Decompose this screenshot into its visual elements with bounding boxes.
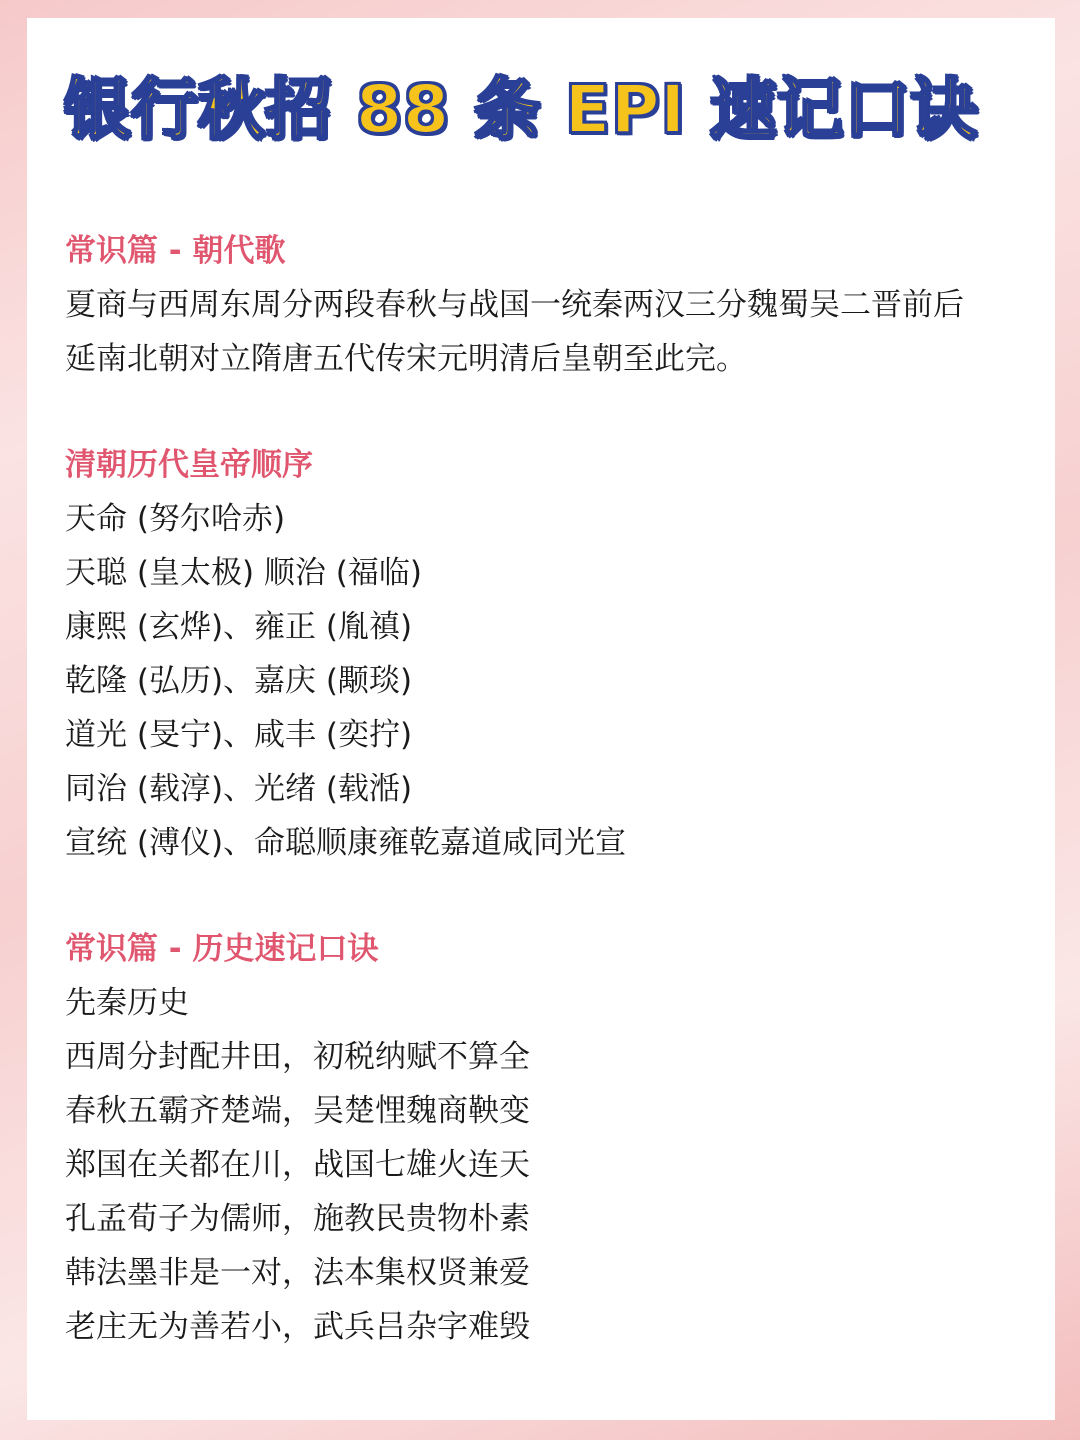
section-heading: 清朝历代皇帝顺序: [65, 447, 313, 483]
text-line: 天聪 (皇太极) 顺治 (福临): [65, 555, 422, 591]
text-line: 康熙 (玄烨)、雍正 (胤禛): [65, 609, 413, 645]
text-line: 夏商与西周东周分两段春秋与战国一统秦两汉三分魏蜀吴二晋前后: [65, 287, 964, 323]
section-heading: 常识篇 - 历史速记口诀: [65, 931, 379, 967]
page-title: 银行秋招 88 条 EPI 速记口诀: [64, 71, 978, 148]
text-line: 郑国在关都在川，战国七雄火连天: [65, 1147, 530, 1183]
text-line: 延南北朝对立隋唐五代传宋元明清后皇朝至此完。: [65, 341, 747, 377]
content-card: [27, 18, 1055, 1420]
text-line: 老庄无为善若小，武兵吕杂字难毁: [65, 1309, 530, 1345]
section-history-mnemonics: [65, 922, 1035, 1354]
text-line: 道光 (旻宁)、咸丰 (奕拧): [65, 717, 413, 753]
text-line: 春秋五霸齐楚端，吴楚悝魏商鞅变: [65, 1093, 530, 1129]
text-line: 孔孟荀子为儒师，施教民贵物朴素: [65, 1201, 530, 1237]
section-qing-emperors: [65, 438, 1035, 870]
text-line: 韩法墨非是一对，法本集权贤兼爱: [65, 1255, 530, 1291]
text-line: 西周分封配井田，初税纳赋不算全: [65, 1039, 530, 1075]
text-line: 先秦历史: [65, 985, 189, 1021]
section-dynasty-song: [65, 224, 1035, 386]
text-line: 宣统 (溥仪)、命聪顺康雍乾嘉道咸同光宣: [65, 825, 627, 861]
content-body: [65, 224, 1035, 1354]
section-heading: 常识篇 - 朝代歌: [65, 233, 286, 269]
text-line: 同治 (载淳)、光绪 (载湉): [65, 771, 413, 807]
text-line: 天命 (努尔哈赤): [65, 501, 286, 537]
text-line: 乾隆 (弘历)、嘉庆 (颙琰): [65, 663, 413, 699]
